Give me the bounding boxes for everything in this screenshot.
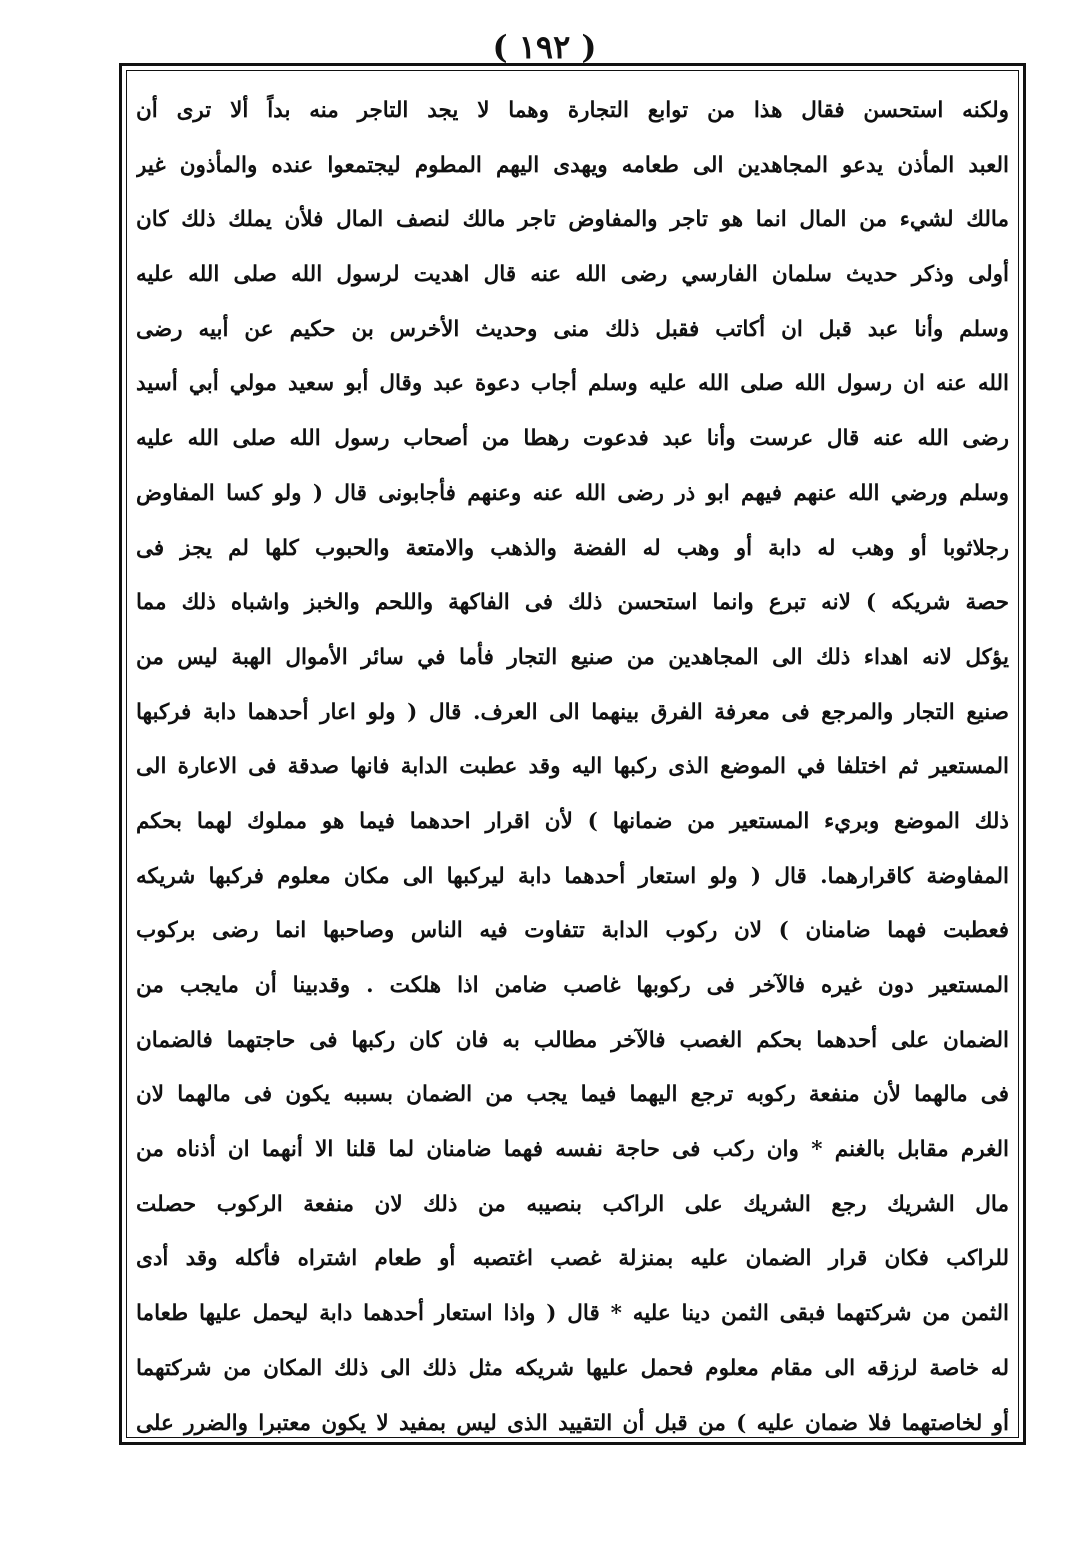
text-line: حصة شريكه ) لانه تبرع وانما استحسن ذلك فى الفاكهة واللحم والخبز واشباه ذلك مما [136, 590, 1009, 616]
text-line: ولكنه استحسن فقال هذا من توابع التجارة وهما لا يجد التاجر منه بداً ألا ترى أن [136, 98, 1009, 123]
text-line: مال الشريك رجع الشريك على الراكب بنصيبه من ذلك لان منفعة الركوب حصلت [136, 1191, 1009, 1217]
page-frame [119, 63, 1026, 1445]
text-line: الضمان على أحدهما بحكم الغصب فالآخر مطالب به فان كان ركبها فى حاجتهما فالضمان [136, 1027, 1009, 1053]
text-line: صنيع التجار والمرجع فى معرفة الفرق بينهما الى العرف. قال ( ولو اعار أحدهما دابة فركبها [136, 699, 1009, 725]
text-line: رضى الله عنه قال عرست وأنا عبد فدعوت رهطا من أصحاب رسول الله صلى الله عليه [136, 426, 1009, 452]
text-line: للراكب فكان قرار الضمان عليه بمنزلة غصب اغتصبه أو طعام اشتراه فأكله وقد أدى [136, 1246, 1009, 1272]
text-line: وسلم وأنا عبد قبل ان أكاتب فقبل ذلك منى وحديث الأخرس بن حكيم عن أبيه رضى [136, 316, 1009, 342]
text-line: المفاوضة كاقرارهما. قال ( ولو استعار أحدهما دابة ليركبها الى مكان معلوم فركبها شريكه [136, 863, 1009, 889]
text-line: وسلم ورضي الله عنهم فيهم ابو ذر رضى الله عنه وعنهم فأجابونى قال ( ولو كسا المفاوض [136, 480, 1009, 506]
text-line: فعطبت فهما ضامنان ) لان ركوب الدابة تتفاوت فيه الناس وصاحبها انما رضى بركوب [136, 918, 1009, 944]
text-line: ذلك الموضع وبريء المستعير من ضمانها ) لأن اقرار احدهما فيما هو مملوك لهما بحكم [136, 808, 1009, 834]
page-number: ( ١٩٢ ) [492, 28, 597, 66]
text-line: الثمن من شركتهما فبقى الثمن دينا عليه * قال ( واذا استعار أحدهما دابة ليحمل عليها طعاما [136, 1301, 1009, 1327]
text-line: العبد المأذن يدعو المجاهدين الى طعامه ويهدى اليهم المطوم ليجتمعوا عنده والمأذون غير [136, 152, 1009, 178]
text-line: أولى وذكر حديث سلمان الفارسي رضى الله عنه قال اهديت لرسول الله صلى الله عليه [136, 262, 1009, 288]
text-line: له خاصة لرزقه الى مقام معلوم فحمل عليها شريكه مثل ذلك الى ذلك المكان من شركتهما [136, 1355, 1009, 1381]
text-line: رجلاثوبا أو وهب له دابة أو وهب له الفضة والذهب والامتعة والحبوب كلها لم يجز فى [136, 535, 1009, 561]
text-line: يؤكل لانه اهداء ذلك الى المجاهدين من صنيع التجار فأما في سائر الأموال الهبة ليس من [136, 644, 1009, 670]
text-line: المستعير دون غيره فالآخر فى ركوبها غاصب ضامن اذا هلكت . وقدبينا أن مايجب من [136, 973, 1009, 998]
text-line: فى مالهما لأن منفعة ركوبه ترجع اليهما فيما يجب من الضمان بسببه يكون فى مالهما لان [136, 1082, 1009, 1108]
text-line: الغرم مقابل بالغنم * وان ركب فى حاجة نفسه فهما ضامنان لما قلنا الا أنهما ان أذناه من [136, 1137, 1009, 1163]
body-text [136, 84, 1009, 1436]
text-line: المستعير ثم اختلفا في الموضع الذى ركبها اليه وقد عطبت الدابة فانها صدقة فى الاعارة الى [136, 754, 1009, 780]
text-line: أو لخاصتهما فلا ضمان عليه ) من قبل أن التقييد الذى ليس بمفيد لا يكون معتبرا والضرر على [136, 1410, 1009, 1436]
text-line: مالك لشيء من المال انما هو تاجر والمفاوض تاجر مالك لنصف المال فلأن يملك ذلك كان [136, 207, 1009, 233]
text-line: الله عنه ان رسول الله صلى الله عليه وسلم أجاب دعوة عبد وقال أبو سعيد مولي أبي أسيد [136, 371, 1009, 397]
